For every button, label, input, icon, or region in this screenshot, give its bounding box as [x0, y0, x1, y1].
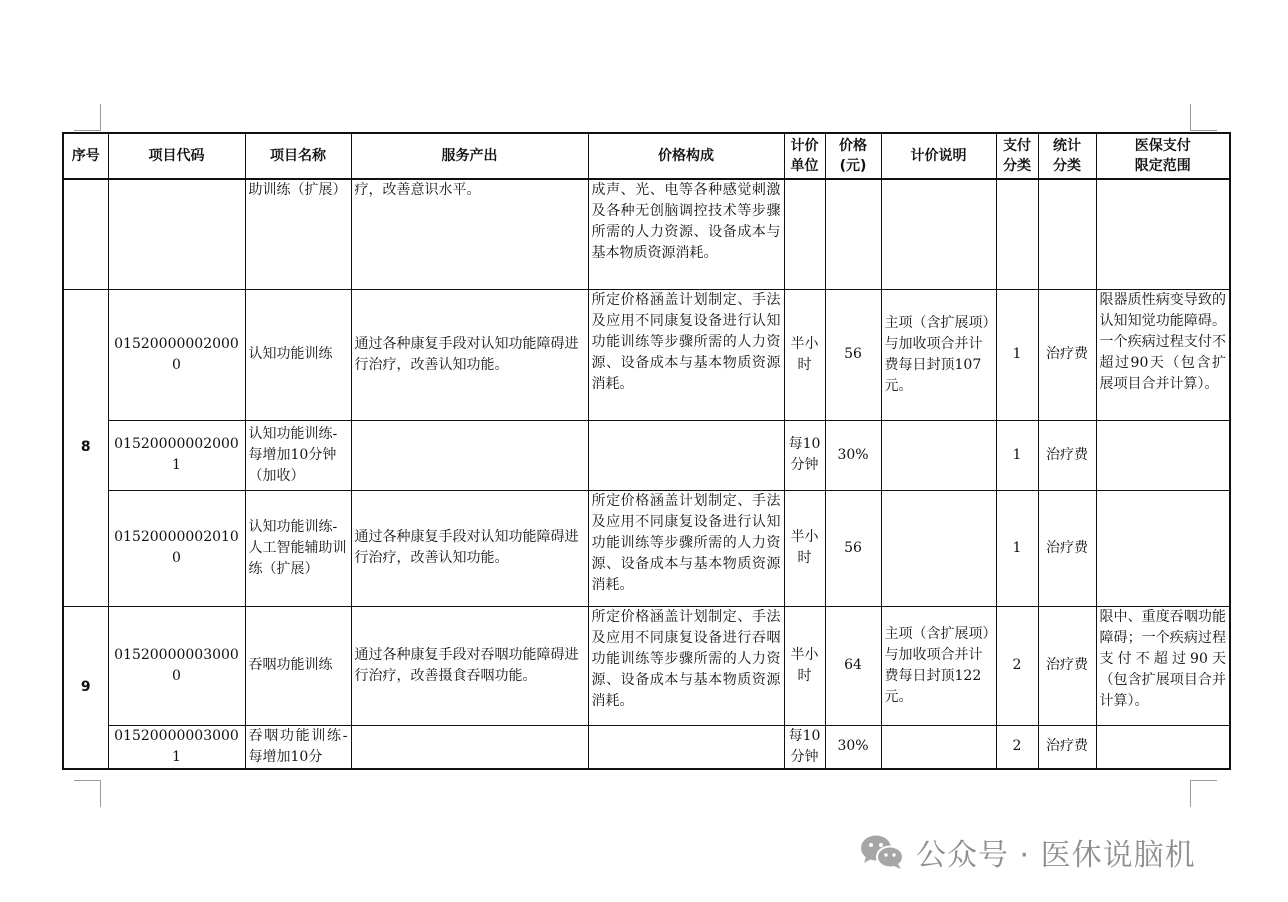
cell-unit: 半小时	[784, 289, 825, 420]
header-pay: 支付 分类	[996, 133, 1038, 179]
cell-note: 主项（含扩展项）与加收项合并计费每日封顶107元。	[881, 289, 996, 420]
header-insurance: 医保支付 限定范围	[1096, 133, 1230, 179]
header-service: 服务产出	[351, 133, 588, 179]
cell-pay: 1	[996, 420, 1038, 490]
cell-price: 56	[825, 490, 881, 606]
header-seq: 序号	[63, 133, 108, 179]
cell-service: 通过各种康复手段对认知功能障碍进行治疗，改善认知功能。	[351, 289, 588, 420]
cell-name: 吞咽功能训练-每增加10分	[245, 725, 351, 769]
cell-code: 015200000020000	[108, 289, 245, 420]
cell-name: 认知功能训练-每增加10分钟（加收）	[245, 420, 351, 490]
cell-insurance	[1096, 725, 1230, 769]
cell-service: 通过各种康复手段对吞咽功能障碍进行治疗，改善摄食吞咽功能。	[351, 606, 588, 725]
cell-price: 30%	[825, 420, 881, 490]
cell-code: 015200000020100	[108, 490, 245, 606]
cell-note	[881, 420, 996, 490]
cell-composition: 所定价格涵盖计划制定、手法及应用不同康复设备进行认知功能训练等步骤所需的人力资源、设备成本与基本物质资源消耗。	[588, 490, 784, 606]
table-row	[63, 490, 1230, 606]
cell-service	[351, 725, 588, 769]
cell-code: 015200000030000	[108, 606, 245, 725]
header-unit: 计价 单位	[784, 133, 825, 179]
cell-unit	[784, 179, 825, 289]
crop-mark-top-right	[1190, 104, 1217, 131]
cell-note	[881, 725, 996, 769]
cell-pay: 2	[996, 725, 1038, 769]
cell-price: 64	[825, 606, 881, 725]
cell-insurance	[1096, 179, 1230, 289]
cell-unit: 每10分钟	[784, 420, 825, 490]
crop-mark-bottom-left	[74, 780, 101, 807]
header-stat: 统计 分类	[1038, 133, 1096, 179]
cell-insurance: 限器质性病变导致的认知知觉功能障碍。一个疾病过程支付不超过90天（包含扩展项目合并计算）。	[1096, 289, 1230, 420]
crop-mark-bottom-right	[1190, 780, 1217, 807]
crop-mark-top-left	[74, 104, 101, 131]
cell-service: 疗，改善意识水平。	[351, 179, 588, 289]
cell-insurance	[1096, 420, 1230, 490]
header-name: 项目名称	[245, 133, 351, 179]
cell-pay	[996, 179, 1038, 289]
cell-stat: 治疗费	[1038, 606, 1096, 725]
wechat-icon	[858, 832, 906, 872]
cell-name: 吞咽功能训练	[245, 606, 351, 725]
cell-unit: 半小时	[784, 606, 825, 725]
cell-note	[881, 490, 996, 606]
cell-pay: 1	[996, 289, 1038, 420]
header-price: 价格 (元)	[825, 133, 881, 179]
header-code: 项目代码	[108, 133, 245, 179]
cell-insurance: 限中、重度吞咽功能障碍；一个疾病过程支付不超过90天（包含扩展项目合并计算）。	[1096, 606, 1230, 725]
cell-seq: 9	[63, 606, 108, 769]
cell-note	[881, 179, 996, 289]
cell-pay: 2	[996, 606, 1038, 725]
table-row	[63, 606, 1230, 725]
cell-insurance	[1096, 490, 1230, 606]
cell-code	[108, 179, 245, 289]
cell-name: 助训练（扩展）	[245, 179, 351, 289]
cell-composition: 所定价格涵盖计划制定、手法及应用不同康复设备进行吞咽功能训练等步骤所需的人力资源、设备成本与基本物质资源消耗。	[588, 606, 784, 725]
cell-stat: 治疗费	[1038, 289, 1096, 420]
table-row	[63, 179, 1230, 289]
table-row	[63, 420, 1230, 490]
cell-name: 认知功能训练-人工智能辅助训练（扩展）	[245, 490, 351, 606]
table-row	[63, 725, 1230, 769]
header-note: 计价说明	[881, 133, 996, 179]
cell-seq: 8	[63, 289, 108, 606]
cell-service: 通过各种康复手段对认知功能障碍进行治疗，改善认知功能。	[351, 490, 588, 606]
cell-stat: 治疗费	[1038, 490, 1096, 606]
table-row	[63, 289, 1230, 420]
watermark-text: 公众号 · 医休说脑机	[916, 838, 1196, 873]
cell-code: 015200000030001	[108, 725, 245, 769]
cell-price: 30%	[825, 725, 881, 769]
cell-pay: 1	[996, 490, 1038, 606]
cell-stat: 治疗费	[1038, 420, 1096, 490]
cell-code: 015200000020001	[108, 420, 245, 490]
cell-note: 主项（含扩展项）与加收项合并计费每日封顶122元。	[881, 606, 996, 725]
price-table	[62, 132, 1231, 770]
cell-composition	[588, 725, 784, 769]
cell-stat	[1038, 179, 1096, 289]
cell-seq	[63, 179, 108, 289]
cell-unit: 半小时	[784, 490, 825, 606]
cell-service	[351, 420, 588, 490]
cell-composition: 所定价格涵盖计划制定、手法及应用不同康复设备进行认知功能训练等步骤所需的人力资源、设备成本与基本物质资源消耗。	[588, 289, 784, 420]
cell-price	[825, 179, 881, 289]
cell-price: 56	[825, 289, 881, 420]
watermark	[858, 830, 1196, 874]
cell-unit: 每10分钟	[784, 725, 825, 769]
cell-composition	[588, 420, 784, 490]
cell-stat: 治疗费	[1038, 725, 1096, 769]
header-composition: 价格构成	[588, 133, 784, 179]
cell-name: 认知功能训练	[245, 289, 351, 420]
cell-composition: 成声、光、电等各种感觉刺激及各种无创脑调控技术等步骤所需的人力资源、设备成本与基本物质资源消耗。	[588, 179, 784, 289]
table-header	[63, 133, 1230, 179]
